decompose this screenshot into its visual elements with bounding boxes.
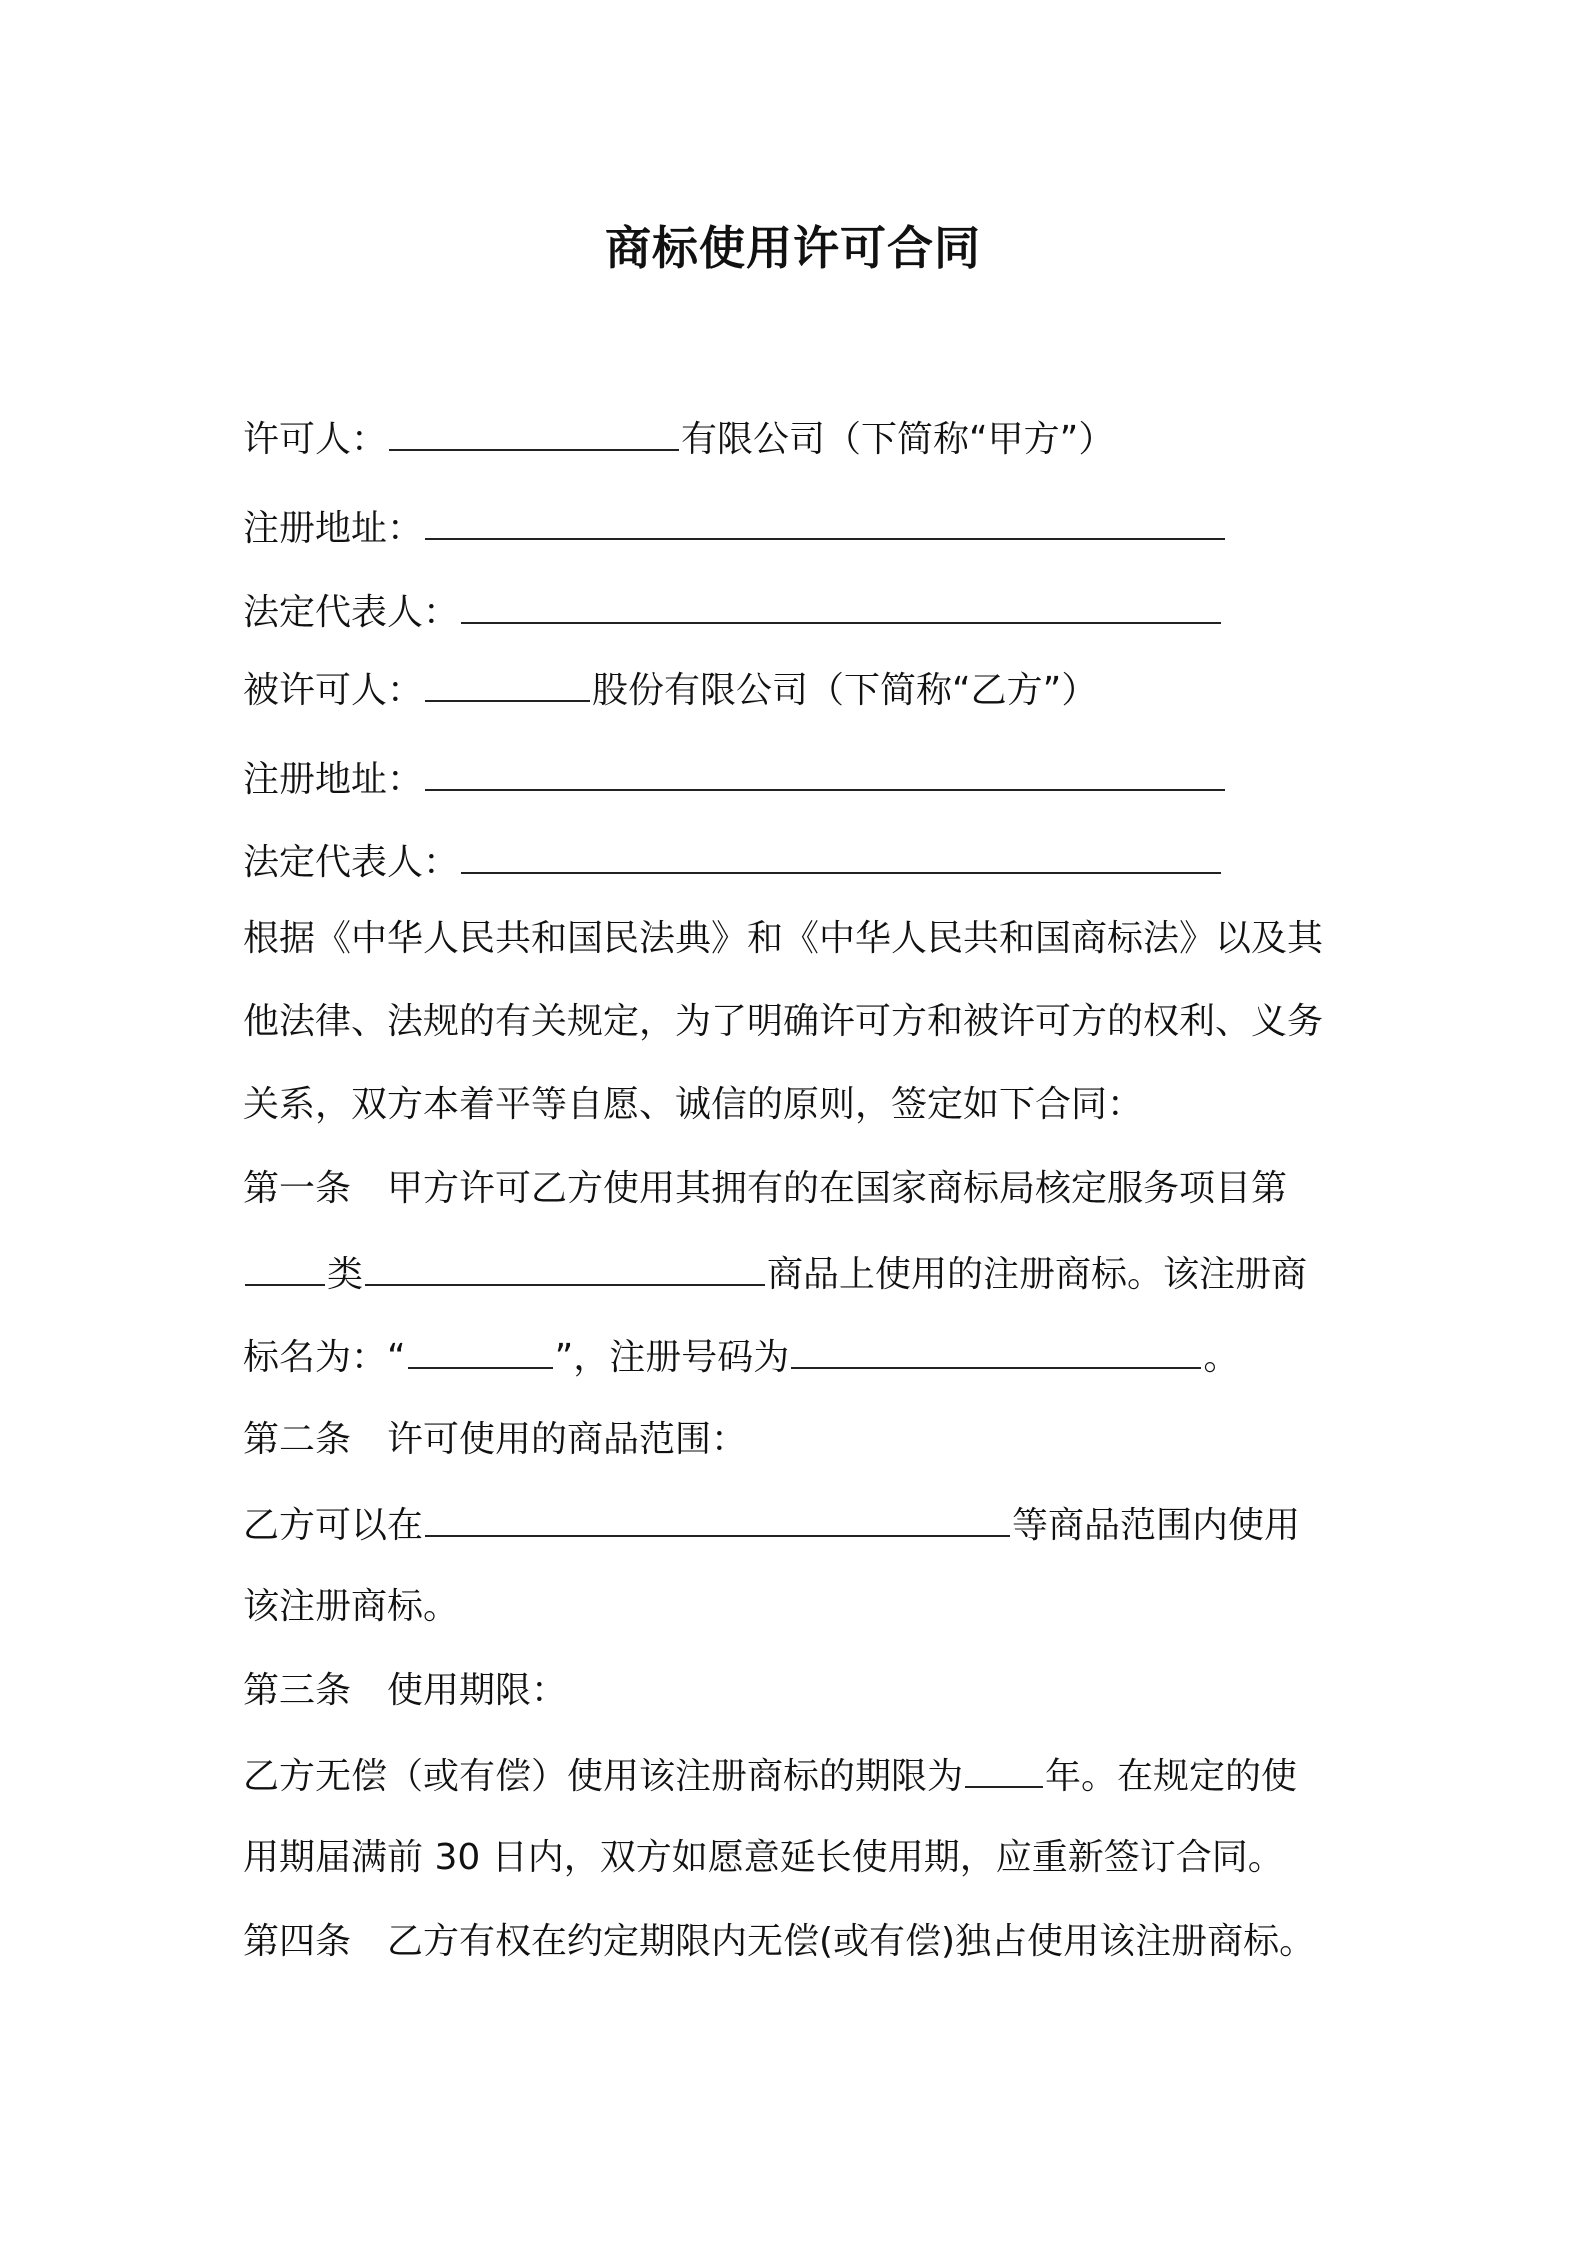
article4-line [243,1917,1315,1967]
party-a-rep-label: 法定代表人： [243,592,460,633]
licensee-name-blank [425,664,590,702]
article3-line1-prefix: 乙方无偿（或有偿）使用该注册商标的期限为 [243,1756,964,1797]
party-a-address-blank [425,502,1225,540]
article2-heading-line [243,1415,747,1465]
article1-heading: 第一条 [243,1168,352,1209]
article3-text: 使用期限： [387,1670,568,1711]
trademark-name-blank [408,1331,553,1369]
licensor-label: 许可人： [243,419,388,460]
article1-line3-mid: ”，注册号码为 [554,1337,790,1378]
licensee-suffix: 股份有限公司（下简称“乙方”） [592,670,1098,711]
article3-line-1 [243,1750,1297,1802]
article2-text: 许可使用的商品范围： [387,1419,748,1460]
preamble-line-2: 他法律、法规的有关规定，为了明确许可方和被许可方的权利、义务 [243,1001,1324,1042]
preamble-line-3: 关系，双方本着平等自愿、诚信的原则，签定如下合同： [243,1084,1144,1125]
party-b-address-blank [425,753,1225,791]
party-b-address-line [243,753,1227,805]
article1-line3-end: 。 [1203,1337,1240,1378]
article1-line-1 [243,1164,1287,1214]
article3-heading-line [243,1666,567,1716]
article1-text: 甲方许可乙方使用其拥有的在国家商标局核定服务项目第 [387,1168,1288,1209]
licensee-line [243,664,1097,716]
article1-goods-blank [365,1248,765,1286]
article3-line-2: 用期届满前 30 日内，双方如愿意延长使用期，应重新签订合同。 [243,1837,1284,1878]
licensor-name-blank [389,413,679,451]
registration-number-blank [791,1331,1201,1369]
page-title: 商标使用许可合同 [605,221,981,275]
goods-scope-blank [425,1499,1010,1537]
article4-heading: 第四条 [243,1921,352,1962]
article2-line1-prefix: 乙方可以在 [243,1505,424,1546]
article2-line-1 [243,1499,1300,1551]
preamble-line-1: 根据《中华人民共和国民法典》和《中华人民共和国商标法》以及其 [243,918,1324,959]
party-a-rep-line [243,586,1223,638]
article1-class-label: 类 [327,1254,364,1295]
article1-class-blank [245,1248,325,1286]
term-years-blank [965,1750,1043,1788]
article1-line3-prefix: 标名为：“ [243,1337,406,1378]
licensor-line [243,413,1114,465]
party-b-rep-blank [461,836,1221,874]
article1-line2-suffix: 商品上使用的注册商标。该注册商 [767,1254,1308,1295]
article4-text: 乙方有权在约定期限内无偿(或有偿)独占使用该注册商标。 [387,1921,1316,1962]
article3-line1-suffix: 年。在规定的使 [1045,1756,1298,1797]
party-b-rep-line [243,836,1223,888]
party-b-rep-label: 法定代表人： [243,842,460,883]
article2-line-2: 该注册商标。 [243,1586,460,1627]
article1-line-3 [243,1331,1239,1383]
party-a-address-label: 注册地址： [243,508,424,549]
party-a-rep-blank [461,586,1221,624]
article3-heading: 第三条 [243,1670,352,1711]
article2-heading: 第二条 [243,1419,352,1460]
article2-line1-suffix: 等商品范围内使用 [1012,1505,1301,1546]
licensor-suffix: 有限公司（下简称“甲方”） [681,419,1115,460]
article1-line-2 [243,1248,1307,1300]
licensee-label: 被许可人： [243,670,424,711]
party-b-address-label: 注册地址： [243,759,424,800]
party-a-address-line [243,502,1227,554]
